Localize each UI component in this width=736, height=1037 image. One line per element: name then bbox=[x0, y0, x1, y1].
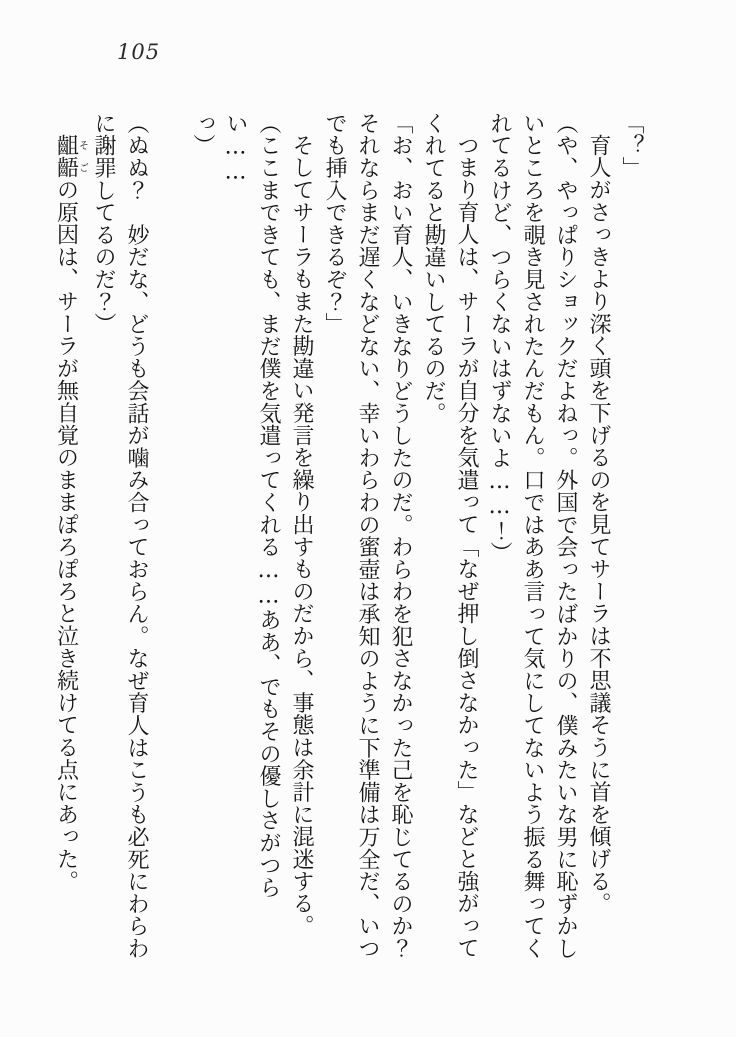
text-column-3: （や、やっぱりショックだよねっ。外国で会ったばかりの、僕みたいな男に恥ずかし bbox=[553, 112, 578, 960]
text-column-1: 「？」 bbox=[619, 112, 644, 179]
ruby-base: 齟齬 bbox=[53, 134, 79, 179]
ruby-annotation bbox=[53, 134, 88, 179]
ruby-reading: そご bbox=[76, 134, 88, 179]
text-column-14: （ぬぬ？ 妙だな、どうも会話が噛み合っておらん。なぜ育人はこうも必死にわらわ bbox=[124, 112, 149, 960]
text-column-10: でも挿入できるぞ？」 bbox=[322, 112, 347, 335]
text-column-16 bbox=[50, 112, 88, 960]
text-column-11: そしてサーラもまた勘違い発言を繰り出すものだから、事態は余計に混迷する。 bbox=[289, 134, 314, 937]
text-column-7: くれてると勘違いしてるのだ。 bbox=[421, 112, 446, 425]
text-column-5: れてるけど、つらくないはずないよ……！） bbox=[487, 112, 512, 564]
text-column-12: （ここまできても、まだ僕を気遣ってくれる……ああ、でもその優しさがつらい…… bbox=[223, 112, 281, 899]
text-column-2: 育人がさっきより深く頭を下げるのを見てサーラは不思議そうに首を傾げる。 bbox=[586, 134, 611, 915]
text-column-16-rest: の原因は、サーラが無自覚のままぽろぽろと泣き続けてる点にあった。 bbox=[53, 178, 79, 893]
text-column-15: に謝罪してるのだ？） bbox=[91, 112, 116, 335]
blank-line bbox=[153, 112, 186, 960]
text-block bbox=[53, 112, 648, 960]
text-column-6: つまり育人は、サーラが自分を気遣って「なぜ押し倒さなかった」などと強がって bbox=[454, 134, 479, 960]
text-column-13: っ） bbox=[190, 112, 215, 157]
page-number: 105 bbox=[117, 40, 161, 64]
text-column-9: それならまだ遅くなどない、幸いわらわの蜜壺は承知のように下準備は万全だ、いつ bbox=[355, 112, 380, 960]
text-column-8: 「お、おい育人、いきなりどうしたのだ。わらわを犯さなかった己を恥じてるのか？ bbox=[388, 112, 413, 960]
text-column-4: いところを覗き見されたんだもん。口ではああ言って気にしてないよう振る舞ってく bbox=[520, 112, 545, 960]
